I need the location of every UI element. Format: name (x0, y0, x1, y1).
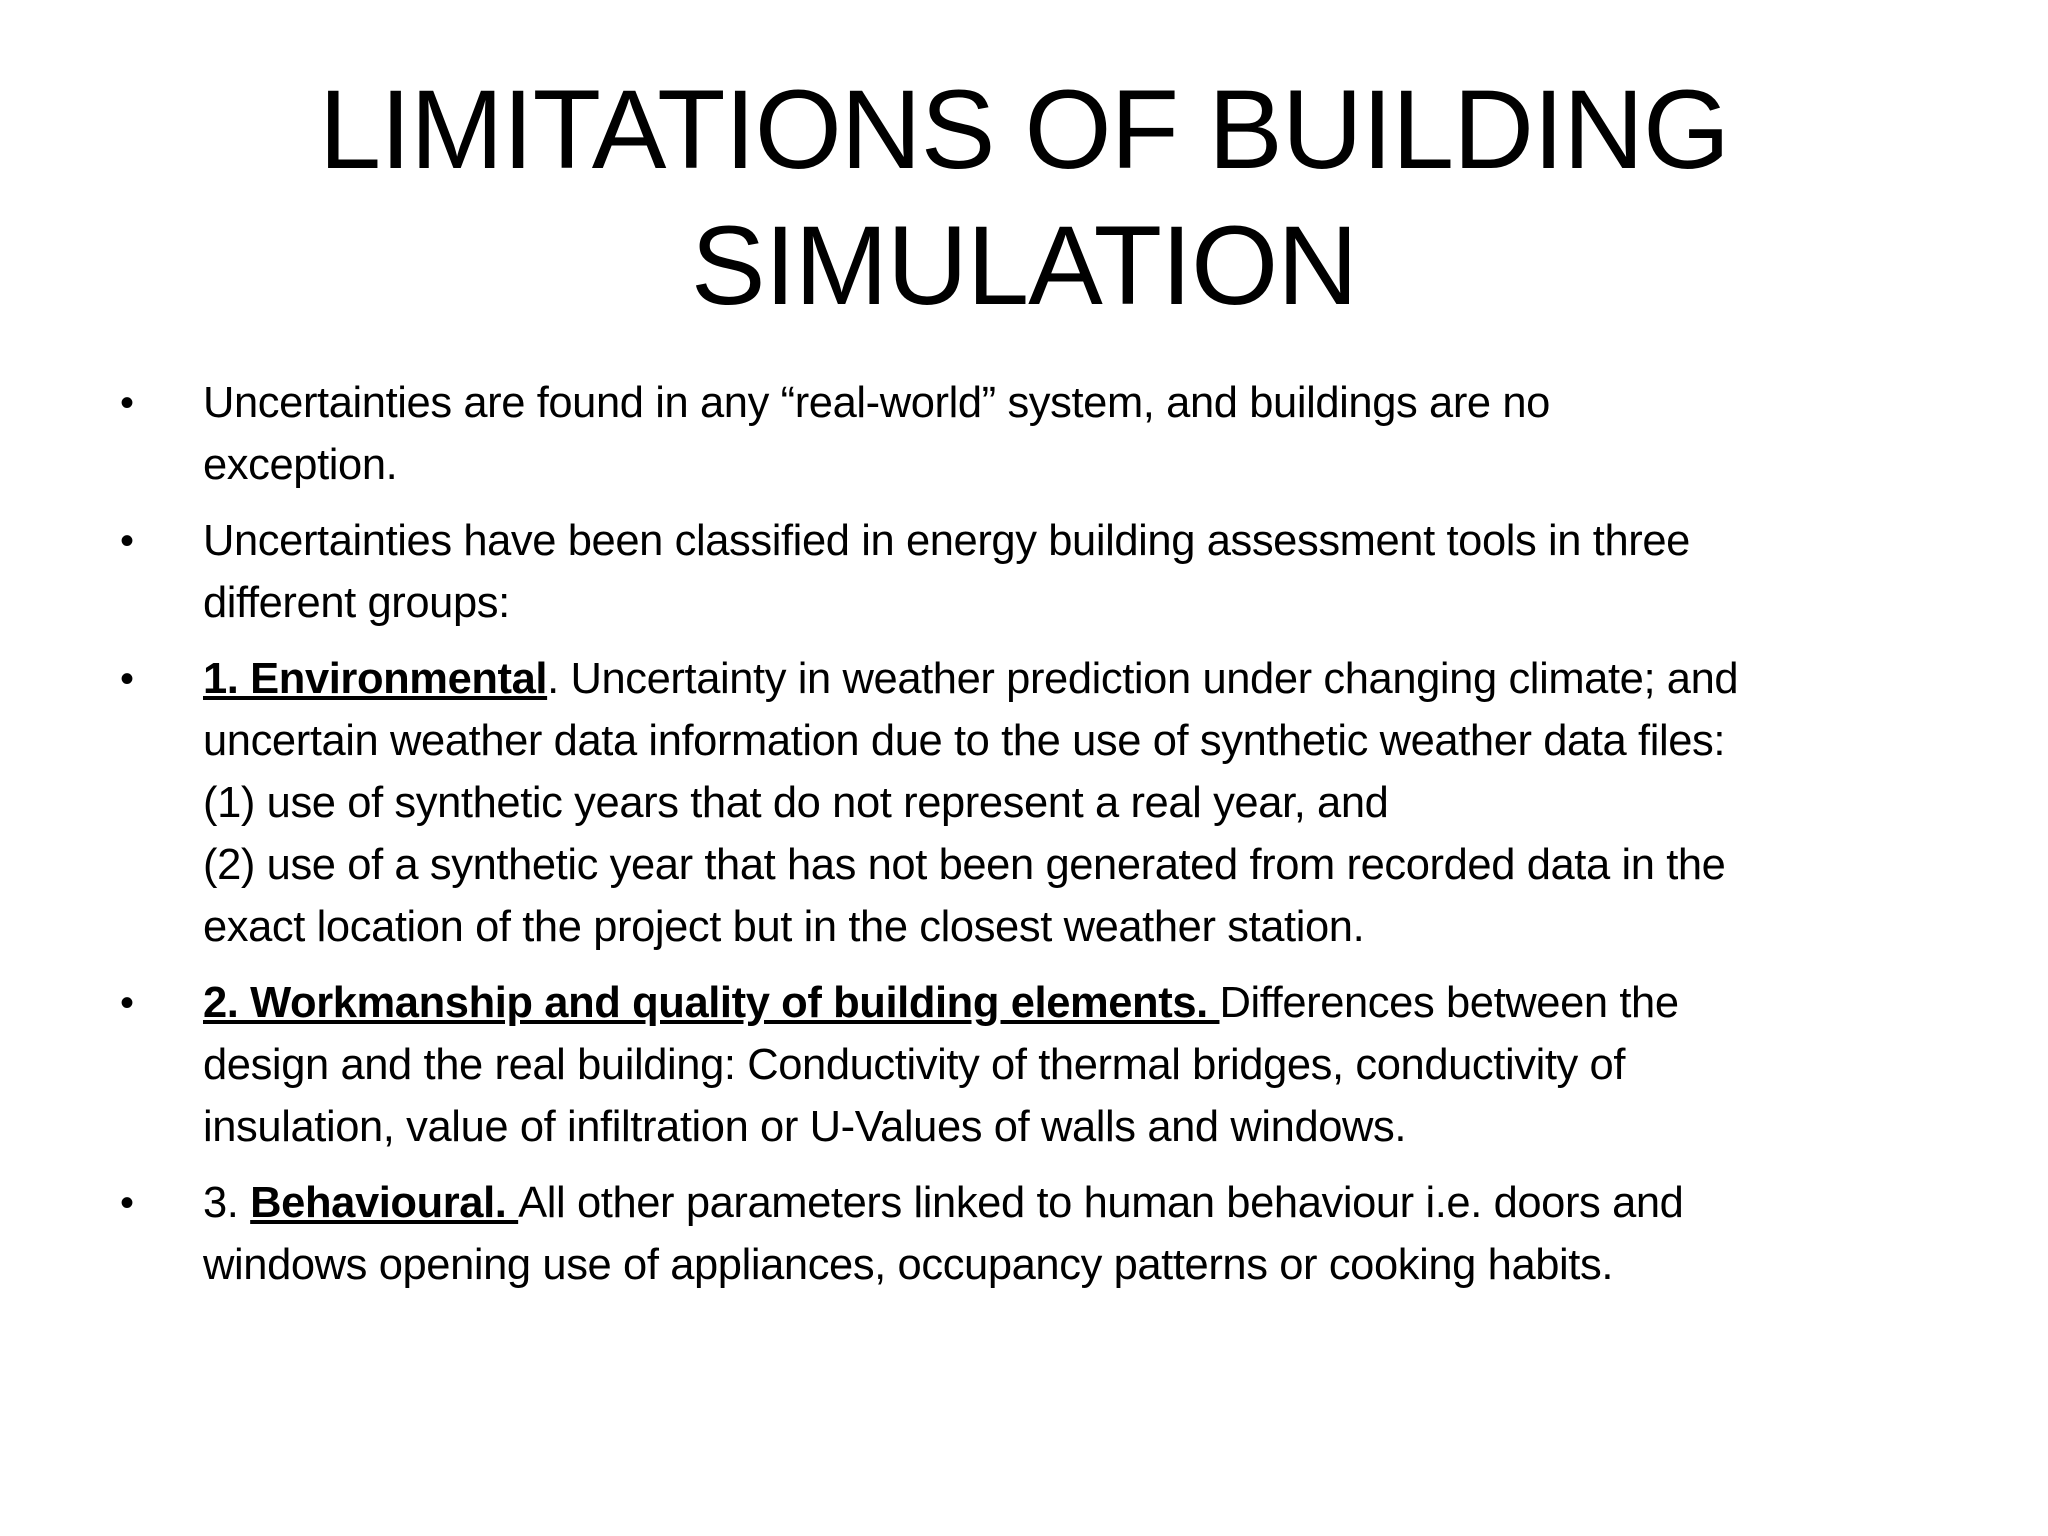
bullet-text-line (203, 648, 1950, 710)
bullet-text-line: uncertain weather data information due to the use of synthetic weather data files: (203, 717, 1726, 765)
bullet-marker: • (120, 1181, 134, 1225)
environmental-heading: 1. Environmental (203, 655, 548, 703)
workmanship-heading: 2. Workmanship and quality of building elements. (203, 979, 1220, 1027)
bullet-marker: • (120, 381, 134, 425)
bullet-text-line (203, 972, 1950, 1034)
bullet-marker: • (120, 981, 134, 1025)
bullet-marker: • (120, 519, 134, 563)
title-line-1: LIMITATIONS OF BUILDING (318, 67, 1730, 192)
bullet-text-line: (1) use of synthetic years that do not represent a real year, and (203, 779, 1389, 827)
workmanship-first-line: Differences between the (1219, 979, 1679, 1027)
bullet-text-line: Uncertainties have been classified in energy building assessment tools in three (203, 517, 1690, 565)
bullet-text-line: Uncertainties are found in any “real-world” system, and buildings are no (203, 379, 1550, 427)
bullet-behavioural (120, 1172, 1950, 1296)
bullet-uncertainties-classified (120, 510, 1950, 634)
bullet-text-line: (2) use of a synthetic year that has not been generated from recorded data in the (203, 841, 1726, 889)
bullet-list (120, 372, 1950, 1310)
behavioural-heading: Behavioural. (250, 1179, 519, 1227)
behavioural-first-line: All other parameters linked to human behaviour i.e. doors and (518, 1179, 1684, 1227)
bullet-text-line: windows opening use of appliances, occupancy patterns or cooking habits. (203, 1241, 1614, 1289)
bullet-uncertainties-real-world (120, 372, 1950, 496)
bullet-environmental (120, 648, 1950, 958)
bullet-text-line: insulation, value of infiltration or U-Values of walls and windows. (203, 1103, 1407, 1151)
slide-title (200, 62, 1848, 334)
behavioural-prefix: 3. (203, 1179, 251, 1227)
bullet-workmanship (120, 972, 1950, 1158)
bullet-text-line: different groups: (203, 579, 510, 627)
title-line-2: SIMULATION (690, 203, 1358, 328)
environmental-first-line: . Uncertainty in weather prediction under changing climate; and (547, 655, 1739, 703)
bullet-text-line: exception. (203, 441, 398, 489)
bullet-marker: • (120, 657, 134, 701)
bullet-text-line: exact location of the project but in the closest weather station. (203, 903, 1365, 951)
bullet-text-line: design and the real building: Conductivity of thermal bridges, conductivity of (203, 1041, 1626, 1089)
bullet-text-line (203, 1172, 1950, 1234)
